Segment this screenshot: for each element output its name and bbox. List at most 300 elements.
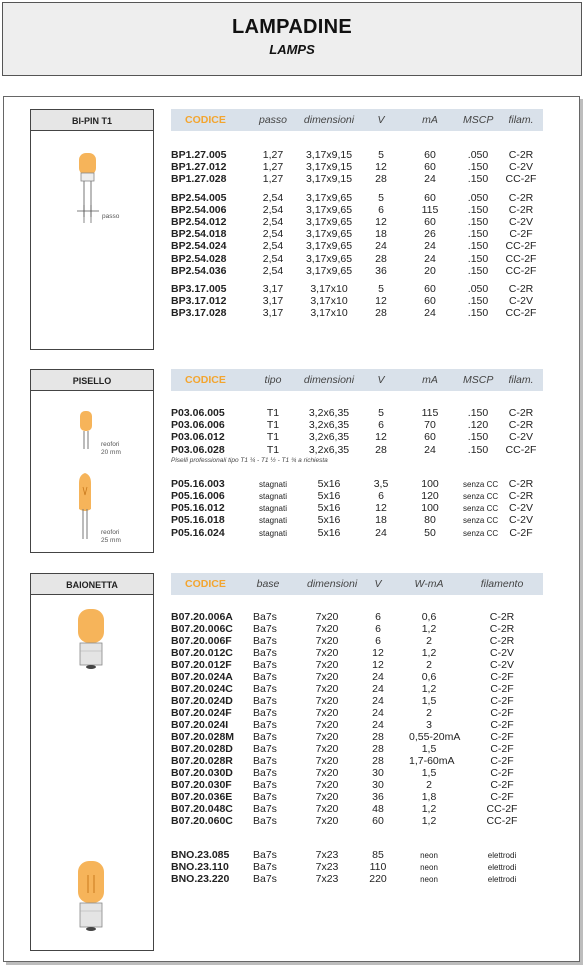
pisello-caption-2: reofori [101, 529, 120, 536]
table-cell: 7x20 [315, 791, 339, 803]
table-cell: .150 [467, 307, 489, 320]
table-cell: 70 [424, 419, 436, 432]
column-header: dimensioni [303, 114, 355, 126]
table-cell: 26 [424, 228, 436, 241]
table-cell: 7x20 [315, 719, 339, 731]
table-cell: B07.20.012F [171, 659, 232, 671]
table-cell: 7x20 [315, 803, 339, 815]
title-box [2, 2, 582, 76]
table-cell: P05.16.003 [171, 477, 225, 490]
table-cell: 24 [424, 252, 436, 265]
table-cell: 5x16 [317, 489, 341, 502]
table-cell: B07.20.048C [171, 803, 233, 815]
table-cell: 2,54 [262, 228, 284, 241]
table-cell: 28 [375, 252, 387, 265]
table-row [171, 173, 543, 185]
table-cell: 2,54 [262, 191, 284, 204]
table-cell: BP3.17.012 [171, 295, 227, 308]
table-row [171, 502, 543, 514]
table-cell: 1,5 [421, 743, 437, 755]
table-cell: B07.20.006A [171, 611, 233, 623]
table-cell: C-2F [490, 791, 514, 803]
table-cell: 3,17x9,65 [305, 215, 353, 228]
table-cell: senza CC [463, 516, 499, 526]
table-cell: 3 [426, 719, 432, 731]
table-cell: 2,54 [262, 215, 284, 228]
baionetta-header [171, 573, 543, 595]
table-cell: P05.16.018 [171, 514, 225, 527]
table-cell: stagnati [258, 528, 288, 538]
table-row [171, 240, 543, 252]
table-cell: 24 [424, 173, 436, 186]
table-cell: C-2F [490, 743, 514, 755]
table-cell: elettrodi [487, 875, 517, 884]
table-row [171, 707, 543, 719]
column-header: passo [258, 114, 288, 126]
table-cell: C-2F [490, 683, 514, 695]
table-cell: 7x20 [315, 671, 339, 683]
table-row [171, 253, 543, 265]
table-cell: 5 [378, 149, 384, 161]
table-cell: 85 [372, 849, 384, 861]
table-cell: 6 [375, 635, 381, 647]
table-cell: 7x20 [315, 707, 339, 719]
table-cell: 1,5 [421, 767, 437, 779]
table-cell: .150 [467, 240, 489, 253]
table-cell: BP2.54.006 [171, 203, 227, 216]
table-cell: 12 [372, 647, 384, 659]
table-cell: 60 [424, 149, 436, 161]
table-cell: 115 [421, 203, 439, 216]
table-cell: 60 [424, 191, 436, 204]
table-cell: 6 [375, 611, 381, 623]
table-cell: 5x16 [317, 526, 341, 539]
table-row [171, 815, 543, 827]
table-cell: T1 [266, 419, 280, 432]
table-cell: 2,54 [262, 252, 284, 265]
table-cell: 60 [424, 282, 436, 295]
table-cell: 60 [424, 295, 436, 308]
table-cell: 80 [424, 514, 436, 527]
table-cell: 1,7-60mA [409, 755, 455, 767]
table-cell: 2 [426, 659, 432, 671]
table-cell: 7x20 [315, 635, 339, 647]
table-cell: 1,27 [262, 149, 284, 161]
table-cell: senza CC [463, 504, 499, 514]
table-cell: 6 [378, 419, 384, 432]
table-cell: 110 [369, 861, 387, 873]
table-cell: BP2.54.005 [171, 191, 227, 204]
table-cell: C-2V [509, 514, 533, 527]
table-cell: 100 [421, 477, 439, 490]
table-row [171, 431, 543, 443]
table-cell: B07.20.028M [171, 731, 235, 743]
table-cell: BP3.17.005 [171, 282, 227, 295]
table-cell: 48 [372, 803, 384, 815]
table-cell: B07.20.028D [171, 743, 233, 755]
table-row [171, 192, 543, 204]
table-cell: C-2R [508, 149, 534, 161]
table-cell: B07.20.036E [171, 791, 233, 803]
table-row [171, 767, 543, 779]
table-cell: 24 [424, 240, 436, 253]
table-cell: B07.20.060C [171, 815, 233, 827]
catalog-frame [3, 96, 580, 962]
column-header: MSCP [463, 374, 494, 386]
table-cell: 3,2x6,35 [308, 443, 350, 456]
column-header: filam. [508, 374, 534, 386]
table-cell: Ba7s [253, 755, 277, 767]
table-cell: P03.06.005 [171, 407, 225, 419]
table-cell: C-2R [489, 623, 515, 635]
table-cell: 24 [424, 443, 436, 456]
pisello-image-box [30, 391, 154, 553]
table-cell: 24 [372, 683, 384, 695]
table-cell: senza CC [463, 491, 499, 501]
table-cell: 20 [424, 264, 436, 277]
table-row [171, 161, 543, 173]
table-cell: 7x20 [315, 659, 339, 671]
table-cell: senza CC [463, 528, 499, 538]
table-cell: elettrodi [487, 851, 517, 860]
table-cell: 3,17x10 [310, 295, 348, 308]
table-cell: 50 [424, 526, 436, 539]
table-cell: 7x23 [315, 873, 339, 885]
table-cell: 7x20 [315, 731, 339, 743]
table-cell: 7x20 [315, 695, 339, 707]
table-cell: BP2.54.018 [171, 228, 227, 241]
table-row [171, 514, 543, 526]
pisello-caption-1b: 20 mm [101, 449, 121, 456]
table-cell: 115 [421, 407, 439, 419]
group-gap [171, 827, 543, 849]
table-cell: C-2V [509, 431, 533, 444]
table-cell: Ba7s [253, 611, 277, 623]
table-cell: 3,2x6,35 [308, 407, 350, 419]
table-cell: 7x20 [315, 743, 339, 755]
baionetta-lamp-icon [31, 595, 153, 951]
table-cell: CC-2F [486, 815, 518, 827]
table-cell: B07.20.024A [171, 671, 233, 683]
table-row [171, 659, 543, 671]
table-cell: Ba7s [253, 659, 277, 671]
table-cell: Ba7s [253, 803, 277, 815]
column-header: filamento [480, 578, 524, 590]
table-cell: 7x20 [315, 767, 339, 779]
table-cell: BP2.54.036 [171, 264, 227, 277]
table-row [171, 779, 543, 791]
table-cell: 24 [372, 719, 384, 731]
table-cell: B07.20.024C [171, 683, 233, 695]
column-header: V [377, 374, 385, 386]
table-cell: elettrodi [487, 863, 517, 872]
table-cell: .150 [467, 431, 489, 444]
table-cell: stagnati [258, 516, 288, 526]
table-cell: 36 [375, 264, 387, 277]
table-cell: P03.06.012 [171, 431, 225, 444]
table-row [171, 478, 543, 490]
table-cell: Ba7s [253, 779, 277, 791]
table-cell: 3,17 [262, 282, 284, 295]
column-header: base [256, 578, 280, 590]
table-cell: 2 [426, 635, 432, 647]
column-header: CODICE [185, 114, 226, 126]
table-cell: 7x20 [315, 623, 339, 635]
column-header: filam. [508, 114, 534, 126]
table-cell: 30 [372, 767, 384, 779]
table-cell: 7x20 [315, 779, 339, 791]
table-cell: 1,2 [421, 803, 437, 815]
table-cell: B07.20.030F [171, 779, 232, 791]
table-cell: 18 [375, 514, 387, 527]
table-cell: P05.16.024 [171, 526, 225, 539]
table-row [171, 873, 543, 885]
table-cell: 2,54 [262, 203, 284, 216]
table-cell: 12 [375, 161, 387, 174]
table-row [171, 419, 543, 431]
table-cell: BP2.54.012 [171, 215, 227, 228]
column-header: V [374, 578, 382, 590]
table-cell: Ba7s [253, 647, 277, 659]
table-row [171, 695, 543, 707]
table-row [171, 283, 543, 295]
table-row [171, 743, 543, 755]
table-row [171, 755, 543, 767]
baionetta-image-box [30, 595, 154, 951]
column-header: tipo [264, 374, 282, 386]
column-header: dimensioni [307, 578, 358, 590]
table-cell: Ba7s [253, 849, 277, 861]
table-cell: 5x16 [317, 502, 341, 515]
table-cell: 24 [424, 307, 436, 320]
table-cell: 1,2 [421, 683, 437, 695]
table-cell: B07.20.006C [171, 623, 233, 635]
table-cell: 3,2x6,35 [308, 431, 350, 444]
table-cell: 1,8 [421, 791, 437, 803]
table-cell: 3,17x9,65 [305, 240, 353, 253]
table-cell: 1,27 [262, 161, 284, 174]
table-cell: .150 [467, 161, 489, 174]
table-cell: B07.20.006F [171, 635, 232, 647]
section-label-bipin: BI-PIN T1 [30, 109, 154, 131]
table-row [171, 228, 543, 240]
table-cell: Ba7s [253, 683, 277, 695]
table-cell: 12 [375, 215, 387, 228]
table-cell: 3,17x9,65 [305, 228, 353, 241]
table-cell: .150 [467, 173, 489, 186]
table-cell: 28 [375, 443, 387, 456]
table-cell: P03.06.028 [171, 443, 225, 456]
table-cell: C-2F [490, 695, 514, 707]
group-gap [171, 456, 543, 478]
table-cell: P05.16.012 [171, 502, 225, 515]
table-cell: BP3.17.028 [171, 307, 227, 320]
table-cell: 60 [424, 431, 436, 444]
table-cell: C-2R [508, 191, 534, 204]
table-cell: 1,2 [421, 815, 437, 827]
table-row [171, 861, 543, 873]
table-cell: T1 [266, 431, 280, 444]
table-cell: 3,17x10 [310, 282, 348, 295]
table-cell: C-2F [490, 767, 514, 779]
table-row [171, 791, 543, 803]
table-cell: 28 [372, 743, 384, 755]
pisello-caption-1: reofori [101, 441, 120, 448]
table-row [171, 611, 543, 623]
table-cell: Ba7s [253, 671, 277, 683]
table-cell: B07.20.024I [171, 719, 229, 731]
table-cell: 7x20 [315, 611, 339, 623]
table-cell: 24 [372, 707, 384, 719]
table-cell: 7x23 [315, 849, 339, 861]
table-cell: C-2R [489, 635, 515, 647]
bipin-rows [171, 149, 543, 319]
table-cell: .050 [467, 191, 489, 204]
table-cell: 28 [372, 731, 384, 743]
table-cell: .150 [467, 215, 489, 228]
table-cell: 24 [372, 671, 384, 683]
table-cell: 60 [372, 815, 384, 827]
table-row [171, 803, 543, 815]
table-cell: BNO.23.110 [171, 861, 229, 873]
table-cell: 3,17x9,65 [305, 264, 353, 277]
table-cell: BNO.23.085 [171, 849, 230, 861]
table-row [171, 204, 543, 216]
table-cell: C-2F [490, 719, 514, 731]
table-cell: C-2V [509, 161, 533, 174]
table-row [171, 731, 543, 743]
table-cell: B07.20.024F [171, 707, 232, 719]
table-cell: .120 [467, 419, 489, 432]
table-cell: BP2.54.028 [171, 252, 227, 265]
table-cell: B07.20.012C [171, 647, 233, 659]
table-cell: 2,54 [262, 240, 284, 253]
table-cell: CC-2F [486, 803, 518, 815]
table-cell: 3,17x9,15 [305, 149, 353, 161]
table-cell: 5 [378, 407, 384, 419]
pisello-rows [171, 407, 543, 539]
table-row [171, 216, 543, 228]
table-cell: CC-2F [505, 240, 537, 253]
table-cell: 7x20 [315, 815, 339, 827]
baionetta-rows [171, 611, 543, 885]
column-header: V [377, 114, 385, 126]
pisello-note: Piselli professionali tipo T1 ¼ - T1 ½ - T1 ¾ a richiesta [171, 456, 328, 464]
table-cell: 3,17x9,65 [305, 203, 353, 216]
table-cell: 24 [375, 240, 387, 253]
table-cell: C-2V [490, 659, 514, 671]
table-cell: 0,6 [421, 671, 437, 683]
pisello-header [171, 369, 543, 391]
table-cell: 5 [378, 191, 384, 204]
column-header: mA [422, 374, 438, 386]
table-cell: 30 [372, 779, 384, 791]
table-cell: 5x16 [317, 514, 341, 527]
table-cell: B07.20.030D [171, 767, 233, 779]
table-row [171, 407, 543, 419]
section-label-baionetta: BAIONETTA [30, 573, 154, 595]
table-cell: 18 [375, 228, 387, 241]
table-cell: 7x20 [315, 647, 339, 659]
table-cell: Ba7s [253, 707, 277, 719]
table-cell: 3,5 [373, 477, 389, 490]
table-cell: 7x20 [315, 683, 339, 695]
table-cell: 5x16 [317, 477, 341, 490]
column-header: MSCP [463, 114, 494, 126]
table-cell: 24 [375, 526, 387, 539]
table-cell: C-2R [508, 407, 534, 419]
table-row [171, 444, 543, 456]
table-row [171, 719, 543, 731]
table-cell: BP1.27.012 [171, 161, 227, 174]
table-cell: 12 [375, 295, 387, 308]
pisello-caption-2b: 25 mm [101, 537, 121, 544]
table-cell: 60 [424, 161, 436, 174]
table-cell: 28 [372, 755, 384, 767]
table-cell: BNO.23.220 [171, 873, 230, 885]
table-row [171, 149, 543, 161]
table-cell: Ba7s [253, 861, 277, 873]
table-cell: neon [420, 851, 438, 860]
table-cell: B07.20.024D [171, 695, 233, 707]
table-cell: 28 [375, 307, 387, 320]
section-label-pisello: PISELLO [30, 369, 154, 391]
table-row [171, 635, 543, 647]
table-cell: .150 [467, 407, 489, 419]
table-cell: 3,17x9,65 [305, 252, 353, 265]
table-cell: C-2V [509, 295, 533, 308]
table-cell: 3,17x9,15 [305, 161, 353, 174]
table-cell: B07.20.028R [171, 755, 233, 767]
table-cell: 120 [421, 489, 439, 502]
table-cell: 6 [375, 623, 381, 635]
table-cell: 7x23 [315, 861, 339, 873]
table-cell: 5 [378, 282, 384, 295]
table-cell: 7x20 [315, 755, 339, 767]
table-cell: stagnati [258, 491, 288, 501]
column-header: mA [422, 114, 438, 126]
table-cell: Ba7s [253, 743, 277, 755]
table-cell: C-2F [490, 671, 514, 683]
table-cell: 1,2 [421, 647, 437, 659]
column-header: dimensioni [303, 374, 355, 386]
table-cell: 3,17x9,15 [305, 173, 353, 186]
table-cell: .150 [467, 264, 489, 277]
table-cell: C-2F [490, 707, 514, 719]
table-cell: Ba7s [253, 791, 277, 803]
table-cell: 100 [421, 502, 439, 515]
table-cell: C-2F [509, 526, 533, 539]
table-cell: C-2V [490, 647, 514, 659]
table-cell: CC-2F [505, 252, 537, 265]
table-cell: 0,55-20mA [409, 731, 461, 743]
table-cell: BP1.27.028 [171, 173, 227, 186]
table-cell: C-2R [508, 419, 534, 432]
table-row [171, 647, 543, 659]
table-row [171, 527, 543, 539]
table-cell: T1 [266, 443, 280, 456]
table-cell: 3,17x10 [310, 307, 348, 320]
table-cell: Ba7s [253, 767, 277, 779]
table-cell: C-2F [490, 731, 514, 743]
table-cell: 12 [375, 431, 387, 444]
table-cell: C-2F [509, 228, 533, 241]
table-cell: T1 [266, 407, 280, 419]
table-cell: C-2R [508, 477, 534, 490]
table-cell: 12 [375, 502, 387, 515]
table-cell: Ba7s [253, 695, 277, 707]
table-cell: CC-2F [505, 264, 537, 277]
